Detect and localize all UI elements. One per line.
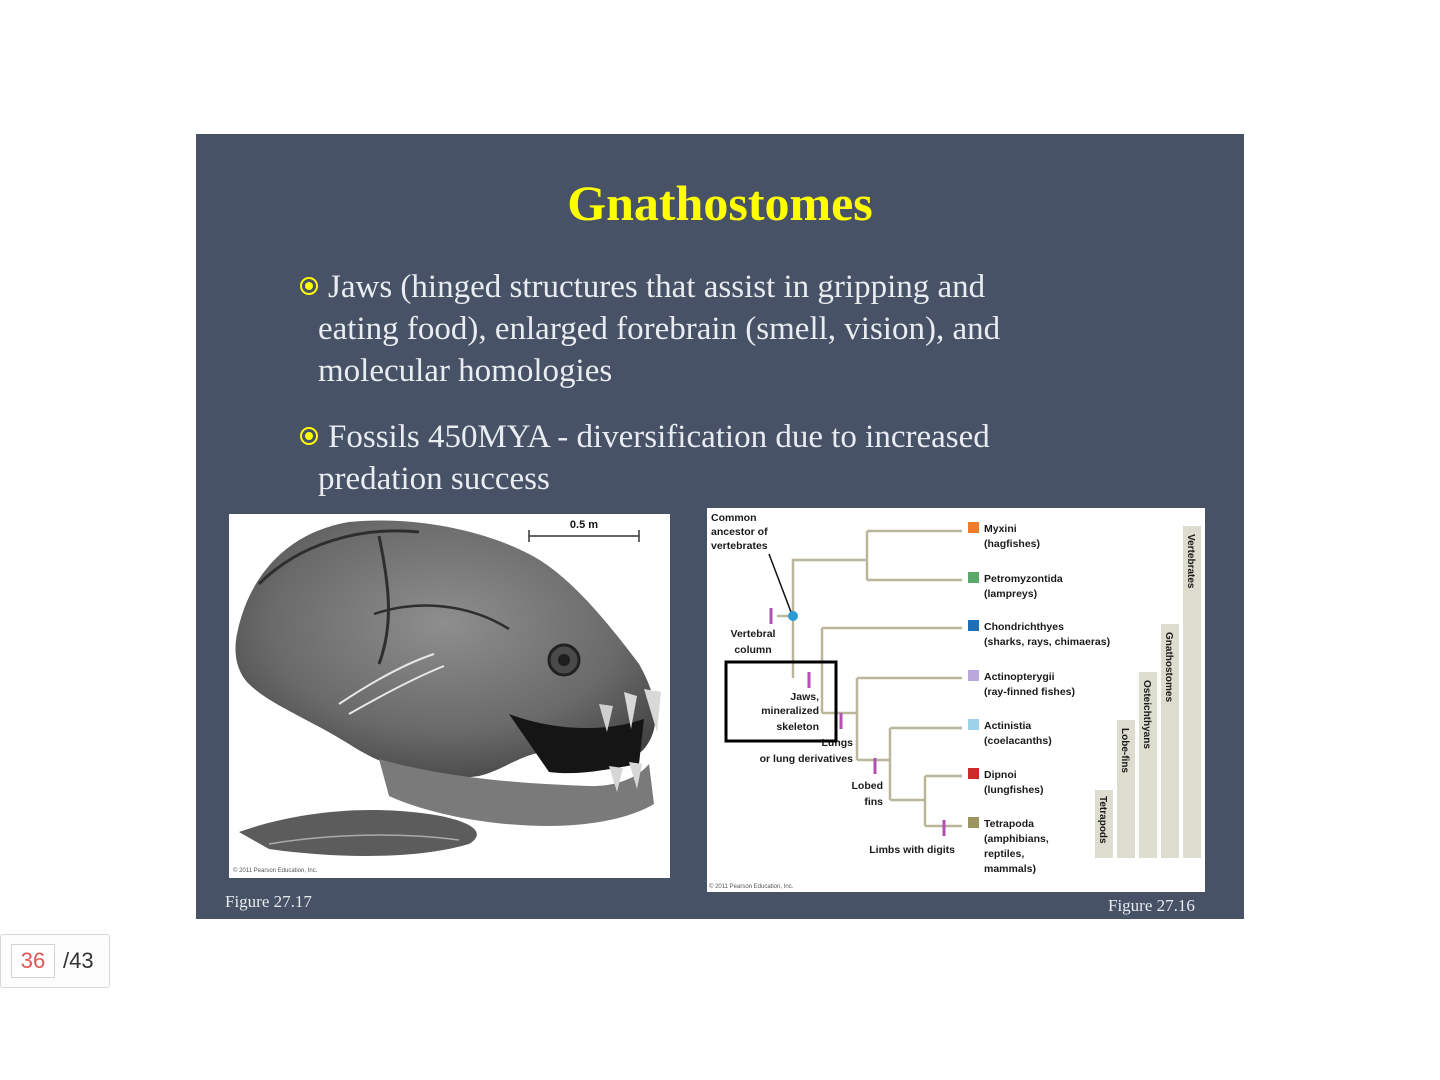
vertebral-label: Vertebral — [730, 628, 776, 640]
lobed-label: Lobed — [851, 780, 883, 792]
cladogram-figure — [707, 508, 1205, 892]
cladogram — [707, 508, 1205, 892]
group-label: Lobe-fins — [1119, 728, 1130, 773]
taxon-common: (coelacanths) — [984, 735, 1052, 747]
group-label: Osteichthyans — [1141, 680, 1152, 749]
taxon-name: Myxini — [984, 523, 1017, 535]
scale-label: 0.5 m — [569, 519, 599, 531]
taxon-swatch — [968, 670, 979, 681]
vertebral-label: column — [734, 644, 772, 656]
bullet-line: Fossils 450MYA - diversification due to increased — [328, 419, 990, 455]
taxon-swatch — [968, 620, 979, 631]
taxon-name: Tetrapoda — [984, 818, 1034, 830]
taxon-common: (lungfishes) — [984, 784, 1044, 796]
taxon-name: Petromyzontida — [984, 573, 1063, 585]
bullet-line: eating food), enlarged forebrain (smell, vision), and — [318, 311, 1001, 347]
bullet-jaws — [300, 266, 1130, 392]
taxon-common: (sharks, rays, chimaeras) — [984, 636, 1111, 648]
page-total: /43 — [63, 948, 94, 973]
page-number-input[interactable] — [11, 944, 55, 978]
bullet-marker-icon — [300, 427, 318, 445]
taxon-common: (hagfishes) — [984, 538, 1041, 550]
lungs-label: Lungs — [821, 737, 853, 749]
fossil-caption: Figure 27.17 — [225, 892, 312, 911]
jaws-label: Jaws, — [790, 691, 819, 703]
fossil-copyright: © 2011 Pearson Education, Inc. — [233, 868, 318, 874]
taxon-common: (ray-finned fishes) — [984, 686, 1076, 698]
taxon-common: (amphibians, — [984, 833, 1049, 845]
taxon-common: (lampreys) — [984, 588, 1038, 600]
ancestor-label: Common — [711, 512, 757, 524]
cladogram-caption: Figure 27.16 — [1108, 896, 1195, 915]
taxon-name: Chondrichthyes — [984, 621, 1064, 633]
bullet-line: Jaws (hinged structures that assist in gripping and — [328, 269, 986, 305]
slide-title: Gnathostomes — [567, 175, 873, 231]
ancestor-label: vertebrates — [711, 540, 768, 552]
taxa-list — [968, 522, 1110, 875]
taxon-common: mammals) — [984, 863, 1036, 875]
lobed-label: fins — [864, 796, 883, 808]
fossil-figure — [229, 514, 670, 878]
jaws-label: skeleton — [776, 721, 819, 733]
group-bars — [1095, 526, 1201, 858]
taxon-swatch — [968, 719, 979, 730]
group-label: Gnathostomes — [1163, 632, 1174, 703]
taxon-name: Dipnoi — [984, 769, 1017, 781]
cladogram-copyright: © 2011 Pearson Education, Inc. — [709, 884, 794, 890]
lungs-label: or lung derivatives — [759, 753, 853, 765]
fossil-skull-image — [229, 514, 670, 878]
limbs-label: Limbs with digits — [869, 844, 955, 856]
jaws-label: mineralized — [761, 705, 819, 717]
taxon-common: reptiles, — [984, 848, 1025, 860]
bullet-fossils — [300, 416, 1130, 500]
taxon-name: Actinopterygii — [984, 671, 1055, 683]
bullet-line: predation success — [318, 461, 550, 497]
bullet-marker-icon — [300, 277, 318, 295]
taxon-swatch — [968, 572, 979, 583]
taxon-swatch — [968, 768, 979, 779]
ancestor-label: ancestor of — [711, 526, 768, 538]
taxon-swatch — [968, 817, 979, 828]
taxon-swatch — [968, 522, 979, 533]
group-label: Vertebrates — [1185, 534, 1196, 589]
taxon-name: Actinistia — [984, 720, 1032, 732]
page-counter — [0, 934, 110, 988]
group-label: Tetrapods — [1097, 796, 1108, 844]
bullet-line: molecular homologies — [318, 353, 613, 389]
